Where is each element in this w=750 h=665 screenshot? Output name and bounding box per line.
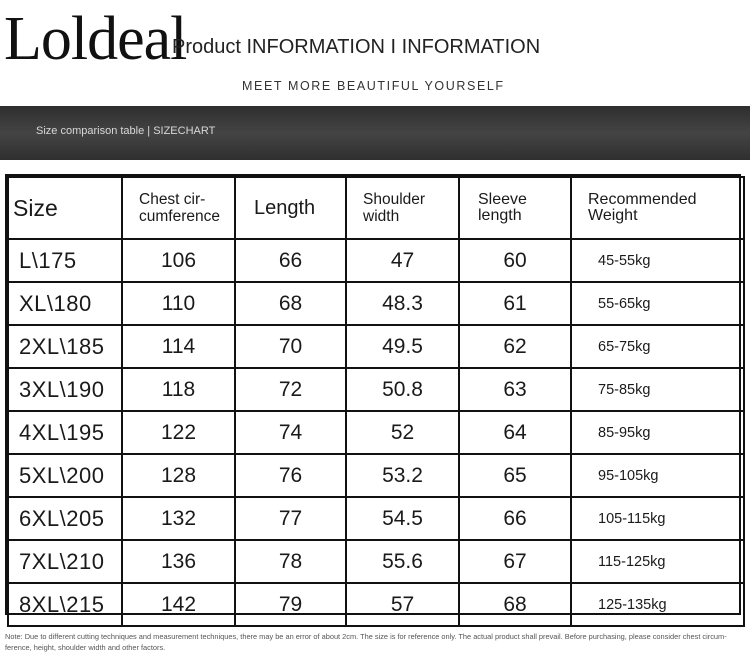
cell-sleeve: 60 xyxy=(459,239,571,282)
cell-weight: 55-65kg xyxy=(571,282,744,325)
cell-length: 68 xyxy=(235,282,346,325)
disclaimer-note: Note: Due to different cutting techniques and measurement techniques, there may be an error of about 2cm. The size is for reference only. The actual product shall prevail. Before purchasing, please consider chest circum-ference, height, shoulder width and other factors. xyxy=(5,632,727,652)
cell-chest: 128 xyxy=(122,454,235,497)
cell-size: 3XL\190 xyxy=(8,368,122,411)
cell-weight: 65-75kg xyxy=(571,325,744,368)
cell-chest: 142 xyxy=(122,583,235,626)
cell-length: 74 xyxy=(235,411,346,454)
cell-shoulder: 47 xyxy=(346,239,459,282)
cell-size: 8XL\215 xyxy=(8,583,122,626)
cell-size: XL\180 xyxy=(8,282,122,325)
cell-chest: 110 xyxy=(122,282,235,325)
cell-length: 79 xyxy=(235,583,346,626)
table-header-row xyxy=(8,177,744,239)
table-row xyxy=(8,497,744,540)
header-size: Size xyxy=(8,177,122,239)
cell-chest: 114 xyxy=(122,325,235,368)
cell-size: 2XL\185 xyxy=(8,325,122,368)
size-chart-table xyxy=(7,176,745,627)
cell-length: 78 xyxy=(235,540,346,583)
cell-sleeve: 68 xyxy=(459,583,571,626)
cell-sleeve: 61 xyxy=(459,282,571,325)
size-chart-table-wrapper xyxy=(5,174,741,615)
cell-chest: 106 xyxy=(122,239,235,282)
header-shoulder: Shoulder width xyxy=(346,177,459,239)
cell-chest: 118 xyxy=(122,368,235,411)
table-row xyxy=(8,411,744,454)
cell-sleeve: 66 xyxy=(459,497,571,540)
cell-size: L\175 xyxy=(8,239,122,282)
cell-size: 6XL\205 xyxy=(8,497,122,540)
cell-weight: 115-125kg xyxy=(571,540,744,583)
table-row xyxy=(8,325,744,368)
cell-weight: 85-95kg xyxy=(571,411,744,454)
cell-weight: 125-135kg xyxy=(571,583,744,626)
cell-shoulder: 54.5 xyxy=(346,497,459,540)
cell-size: 4XL\195 xyxy=(8,411,122,454)
cell-shoulder: 49.5 xyxy=(346,325,459,368)
header-length: Length xyxy=(235,177,346,239)
cell-shoulder: 57 xyxy=(346,583,459,626)
cell-weight: 45-55kg xyxy=(571,239,744,282)
table-row xyxy=(8,368,744,411)
cell-size: 7XL\210 xyxy=(8,540,122,583)
header-chest: Chest cir- cumference xyxy=(122,177,235,239)
section-header-bar xyxy=(0,106,750,160)
section-label: Size comparison table | SIZECHART xyxy=(36,125,216,137)
cell-sleeve: 62 xyxy=(459,325,571,368)
table-row xyxy=(8,540,744,583)
product-title: Product INFORMATION I INFORMATION xyxy=(172,36,541,58)
cell-chest: 122 xyxy=(122,411,235,454)
cell-weight: 75-85kg xyxy=(571,368,744,411)
table-row xyxy=(8,239,744,282)
cell-shoulder: 53.2 xyxy=(346,454,459,497)
cell-shoulder: 52 xyxy=(346,411,459,454)
header-weight: Recommended Weight xyxy=(571,177,744,239)
cell-length: 76 xyxy=(235,454,346,497)
table-row xyxy=(8,583,744,626)
header-sleeve: Sleeve length xyxy=(459,177,571,239)
cell-chest: 136 xyxy=(122,540,235,583)
table-row xyxy=(8,282,744,325)
cell-sleeve: 65 xyxy=(459,454,571,497)
cell-shoulder: 55.6 xyxy=(346,540,459,583)
cell-shoulder: 48.3 xyxy=(346,282,459,325)
cell-sleeve: 64 xyxy=(459,411,571,454)
cell-length: 77 xyxy=(235,497,346,540)
cell-weight: 105-115kg xyxy=(571,497,744,540)
cell-sleeve: 63 xyxy=(459,368,571,411)
tagline: MEET MORE BEAUTIFUL YOURSELF xyxy=(242,79,505,93)
cell-length: 70 xyxy=(235,325,346,368)
cell-weight: 95-105kg xyxy=(571,454,744,497)
cell-shoulder: 50.8 xyxy=(346,368,459,411)
table-row xyxy=(8,454,744,497)
brand-logo: Loldeal xyxy=(4,5,187,73)
cell-length: 72 xyxy=(235,368,346,411)
cell-size: 5XL\200 xyxy=(8,454,122,497)
cell-chest: 132 xyxy=(122,497,235,540)
cell-length: 66 xyxy=(235,239,346,282)
cell-sleeve: 67 xyxy=(459,540,571,583)
